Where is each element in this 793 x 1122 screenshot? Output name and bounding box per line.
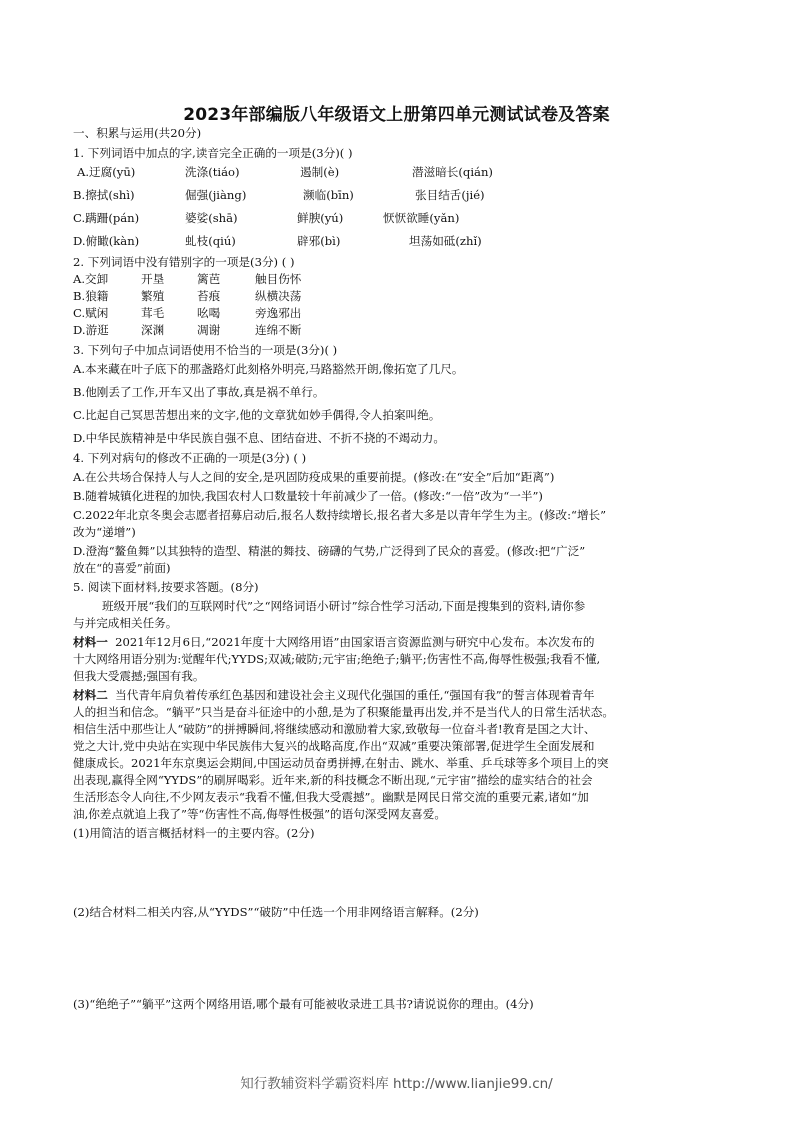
material-2-line1: [73, 687, 594, 703]
option-text: 洗涤(tiáo): [185, 165, 240, 179]
q4-option-b: B.随着城镇化进程的加快,我国农村人口数量较十年前减少了一倍。(修改:“一倍”改为“一半”): [73, 489, 543, 503]
q2-option-b: [73, 288, 301, 304]
q4-option-c-line2: 改为“递增”): [73, 525, 136, 539]
q2-option-a: [73, 271, 301, 287]
option-text: 旁逸邪出: [255, 306, 302, 320]
option-text: 篱芭: [197, 272, 221, 286]
option-text: D.游逛: [73, 323, 109, 337]
material-2-line3: 相信生活中那些让人“破防”的拼搏瞬间,将继续感动和激励着大家,致敬每一位奋斗者!教育是国之大计、: [73, 722, 596, 736]
option-text: 倔强(jiàng): [185, 188, 247, 202]
option-text: B.狼籍: [73, 289, 109, 303]
option-text: 濒临(bīn): [303, 188, 354, 202]
q2-option-c: [73, 305, 301, 321]
material-2-line2: 人的担当和信念。“躺平”只当是奋斗征途中的小憩,是为了积聚能量再出发,并不是当代人的日常生活状态。: [73, 705, 614, 719]
option-text: 婆娑(shā): [185, 211, 238, 225]
material-1-line2: 十大网络用语分别为:觉醒年代;YYDS;双减;破防;元宇宙;绝绝子;躺平;伤害性不高,侮辱性极强;我看不懂,: [73, 652, 601, 666]
question-1-stem: 1. 下列词语中加点的字,读音完全正确的一项是(3分)( ): [73, 146, 353, 160]
option-text: 繁殖: [141, 289, 165, 303]
option-text: 吆喝: [197, 306, 221, 320]
material-text: 2021年12月6日,“2021年度十大网络用语”由国家语言资源监测与研究中心发布。本次发布的: [115, 635, 595, 649]
material-text: 当代青年肩负着传承红色基因和建设社会主义现代化强国的重任,“强国有我”的誓言体现着青年: [115, 688, 595, 702]
option-text: 潜滋暗长(qián): [412, 165, 493, 179]
option-text: 纵横决荡: [255, 289, 302, 303]
option-text: 深渊: [141, 323, 165, 337]
option-text: 张目结舌(jié): [415, 188, 485, 202]
q5-intro-line1: 班级开展“我们的互联网时代”之“网络词语小研讨”综合性学习活动,下面是搜集到的资料,请你参: [102, 599, 586, 613]
option-text: 苔痕: [197, 289, 221, 303]
material-1-line3: 但我大受震撼;强国有我。: [73, 669, 205, 683]
question-4-stem: 4. 下列对病句的修改不正确的一项是(3分) ( ): [73, 451, 307, 465]
q4-option-d-line2: 放在“的喜爱”前面): [73, 561, 171, 575]
option-text: 坦荡如砥(zhǐ): [409, 234, 482, 248]
material-2-line4: 党之大计,党中央站在实现中华民族伟大复兴的战略高度,作出“双减”重要决策部署,促进学生全面发展和: [73, 739, 595, 753]
subquestion-3: (3)“绝绝子”“躺平”这两个网络用语,哪个最有可能被收录进工具书?请说说你的理由。(4分): [73, 997, 534, 1011]
subquestion-1: (1)用简洁的语言概括材料一的主要内容。(2分): [73, 826, 315, 840]
q3-option-c: C.比起自己冥思苦想出来的文字,他的文章犹如妙手偶得,令人拍案叫绝。: [73, 408, 441, 422]
option-text: A.交卸: [73, 272, 109, 286]
option-text: 虬枝(qiú): [185, 234, 236, 248]
q3-option-d: D.中华民族精神是中华民族自强不息、团结奋进、不折不挠的不竭动力。: [73, 431, 445, 445]
option-text: 连绵不断: [255, 323, 302, 337]
section-heading: 一、积累与运用(共20分): [73, 126, 202, 140]
material-1-label: 材料一: [73, 635, 108, 649]
option-text: A.迂腐(yū): [77, 165, 136, 179]
option-text: 茸毛: [141, 306, 165, 320]
material-2-line7: 生活形态令人向往,不少网友表示“我看不懂,但我大受震撼”。幽默是网民日常交流的重要元素,诸如“加: [73, 790, 589, 804]
option-text: 辟邪(bì): [297, 234, 341, 248]
q1-option-c: [73, 210, 459, 226]
option-text: 恹恹欲睡(yǎn): [383, 211, 460, 225]
q2-option-d: [73, 322, 301, 338]
material-1-line1: [73, 634, 594, 650]
option-text: D.俯瞰(kàn): [73, 234, 140, 248]
material-2-line5: 健康成长。2021年东京奥运会期间,中国运动员奋勇拼搏,在射击、跳水、举重、乒乓球等多个项目上的突: [73, 756, 609, 770]
question-2-stem: 2. 下列词语中没有错别字的一项是(3分) ( ): [73, 255, 295, 269]
option-text: B.擦拭(shì): [73, 188, 135, 202]
q1-option-b: [73, 187, 485, 203]
q1-option-d: [73, 233, 482, 249]
option-text: C.赋闲: [73, 306, 109, 320]
page-title: 2023年部编版八年级语文上册第四单元测试试卷及答案: [183, 105, 610, 125]
q5-intro-line2: 与并完成相关任务。: [73, 616, 178, 630]
q3-option-b: B.他刚丢了工作,开车又出了事故,真是祸不单行。: [73, 385, 325, 399]
q1-option-a: [77, 164, 493, 180]
option-text: C.蹒跚(pán): [73, 211, 140, 225]
question-3-stem: 3. 下列句子中加点词语使用不恰当的一项是(3分)( ): [73, 343, 338, 357]
footer-watermark: 知行教辅资料学霸资料库 http://www.lianjie99.cn/: [240, 1076, 553, 1092]
question-5-stem: 5. 阅读下面材料,按要求答题。(8分): [73, 580, 259, 594]
option-text: 凋谢: [197, 323, 221, 337]
option-text: 触目伤怀: [255, 272, 302, 286]
q4-option-d-line1: D.澄海“鳌鱼舞”以其独特的造型、精湛的舞技、磅礴的气势,广泛得到了民众的喜爱。(修改:把“广泛”: [73, 544, 586, 558]
option-text: 开垦: [141, 272, 165, 286]
option-text: 遏制(è): [300, 165, 340, 179]
q4-option-c-line1: C.2022年北京冬奥会志愿者招募启动后,报名人数持续增长,报名者大多是以青年学生为主。(修改:“增长”: [73, 508, 607, 522]
option-text: 鲜腴(yú): [297, 211, 344, 225]
material-2-label: 材料二: [73, 688, 108, 702]
q4-option-a: A.在公共场合保持人与人之间的安全,是巩固防疫成果的重要前提。(修改:在“安全”后加“距离”): [73, 470, 555, 484]
q3-option-a: A.本来藏在叶子底下的那盏路灯此刻格外明亮,马路豁然开朗,像拓宽了几尺。: [73, 362, 464, 376]
material-2-line8: 油,你差点就追上我了”等“伤害性不高,侮辱性极强”的语句深受网友喜爱。: [73, 807, 446, 821]
material-2-line6: 出表现,赢得全网“YYDS”的刷屏喝彩。近年来,新的科技概念不断出现,“元宇宙”描绘的虚实结合的社会: [73, 773, 593, 787]
subquestion-2: (2)结合材料二相关内容,从“YYDS”“破防”中任选一个用非网络语言解释。(2分): [73, 905, 479, 919]
